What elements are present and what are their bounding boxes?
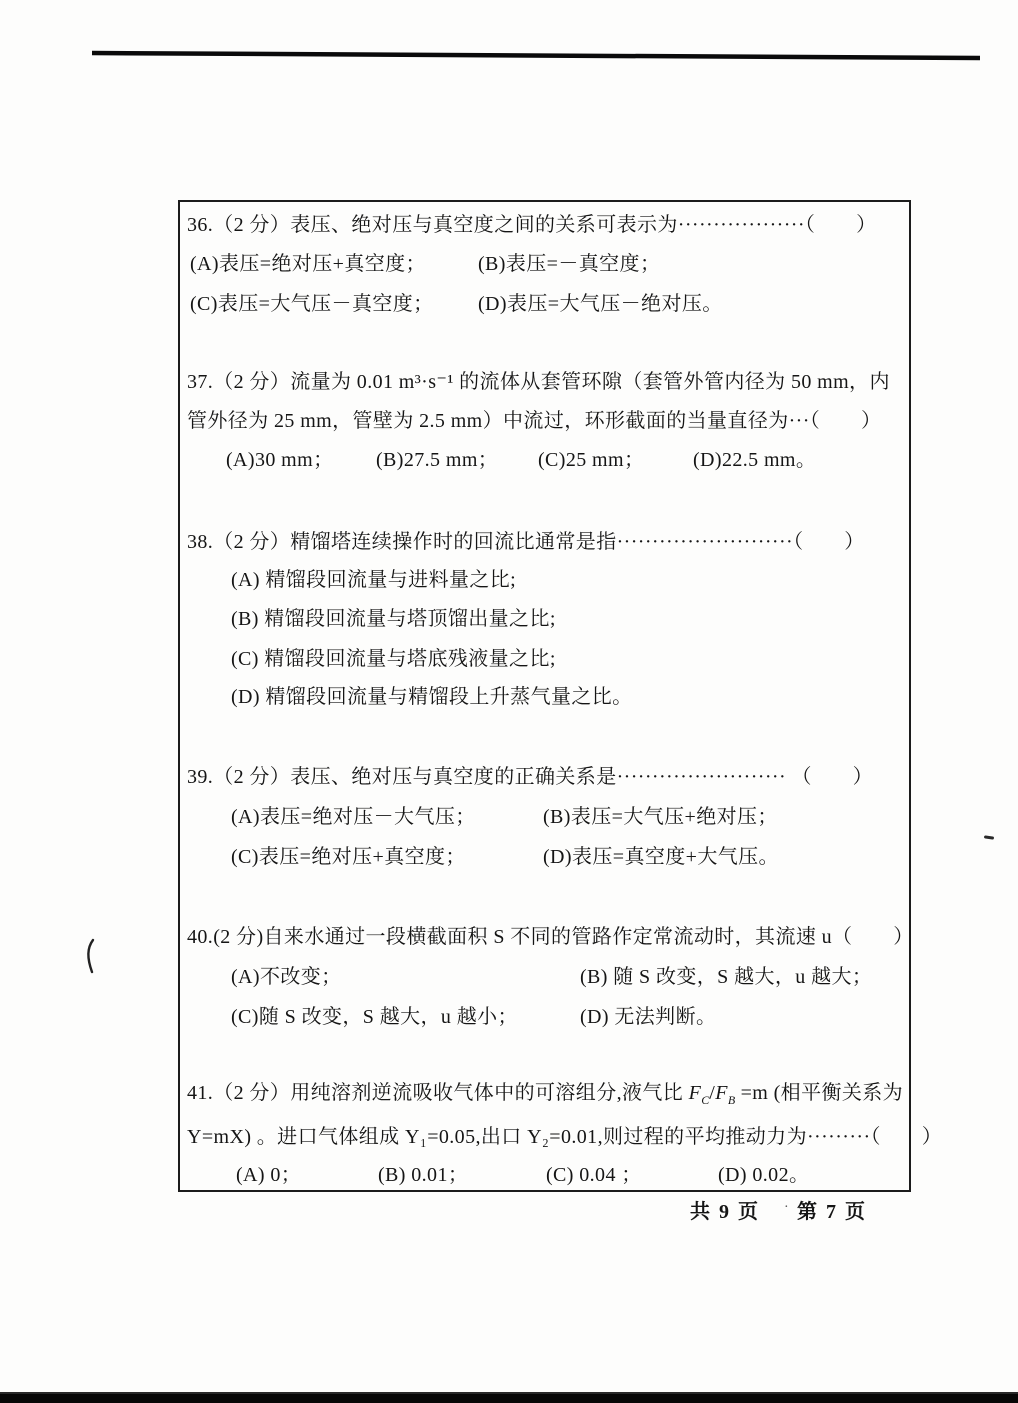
question-40-stem: 40.(2 分)自来水通过一段横截面积 S 不同的管路作定常流动时，其流速 u（ ） <box>187 926 914 948</box>
stray-dash-mark <box>984 835 994 839</box>
fraction-slash: / <box>709 1082 716 1104</box>
question-38-option-c: (C) 精馏段回流量与塔底残液量之比; <box>231 648 556 670</box>
footer-separator-mark: · <box>784 1200 789 1215</box>
question-box <box>178 200 943 1192</box>
scan-artifact-top-line <box>0 0 1018 80</box>
question-36-option-a: (A)表压=绝对压+真空度； <box>190 253 426 275</box>
question-40-option-c: (C)随 S 改变，S 越大，u 越小； <box>231 1006 518 1028</box>
question-38-stem: 38.（2 分）精馏塔连续操作时的回流比通常是指·························（ ） <box>187 531 865 553</box>
question-41-option-b: (B) 0.01； <box>378 1164 469 1186</box>
footer-total-pages: 共 9 页 <box>690 1201 760 1223</box>
question-38-option-b: (B) 精馏段回流量与塔顶馏出量之比; <box>231 608 556 630</box>
question-40-option-d: (D) 无法判断。 <box>580 1006 717 1028</box>
question-37-stem-line1: 37.（2 分）流量为 0.01 m³·s⁻¹ 的流体从套管环隙（套管外管内径为 50 mm，内 <box>187 371 890 393</box>
question-41-stem-suffix: =m (相平衡关系为 <box>735 1082 904 1104</box>
question-39-option-b: (B)表压=大气压+绝对压； <box>543 806 778 828</box>
question-36-option-b: (B)表压=－真空度； <box>478 253 661 275</box>
question-36-option-c: (C)表压=大气压－真空度； <box>190 293 434 315</box>
question-38-option-a: (A) 精馏段回流量与进料量之比; <box>231 569 517 591</box>
scan-artifact-bottom-edge <box>0 1392 1018 1403</box>
question-41-stem-line1 <box>187 1080 903 1113</box>
question-39-option-d: (D)表压=真空度+大气压。 <box>543 846 779 868</box>
question-41-option-c: (C) 0.04 ； <box>546 1164 642 1186</box>
variable-f-subscript-c: C <box>701 1093 710 1107</box>
question-37-option-b: (B)27.5 mm； <box>376 449 499 471</box>
question-40-option-a: (A)不改变； <box>231 966 342 988</box>
question-40-option-b: (B) 随 S 改变，S 越大，u 越大； <box>580 966 873 988</box>
variable-f: F <box>688 1082 702 1104</box>
question-38-option-d: (D) 精馏段回流量与精馏段上升蒸气量之比。 <box>231 686 633 708</box>
question-41-option-a: (A) 0； <box>236 1164 302 1186</box>
question-37-option-c: (C)25 mm； <box>538 449 645 471</box>
question-41-stem-line2: Y=mX) 。进口气体组成 Y₁=0.05,出口 Y₂=0.01,则过程的平均推动力为·········（ ） <box>187 1126 943 1148</box>
variable-f-subscript-b: B <box>727 1093 736 1107</box>
variable-f: F <box>715 1082 728 1104</box>
question-41-stem-prefix: 41.（2 分）用纯溶剂逆流吸收气体中的可溶组分,液气比 <box>187 1082 689 1104</box>
question-36-stem: 36.（2 分）表压、绝对压与真空度之间的关系可表示为··················（ ） <box>187 214 877 236</box>
question-37-option-a: (A)30 mm； <box>226 449 334 471</box>
stray-pen-mark-icon <box>82 938 102 978</box>
question-39-option-a: (A)表压=绝对压－大气压； <box>231 806 476 828</box>
question-36-option-d: (D)表压=大气压－绝对压。 <box>478 293 723 315</box>
question-37-stem-line2: 管外径为 25 mm，管壁为 2.5 mm）中流过，环形截面的当量直径为···（ ） <box>187 410 882 432</box>
question-37-option-d: (D)22.5 mm。 <box>693 449 817 471</box>
footer-page-number: 第 7 页 <box>797 1201 867 1223</box>
question-39-option-c: (C)表压=绝对压+真空度； <box>231 846 466 868</box>
question-39-stem: 39.（2 分）表压、绝对压与真空度的正确关系是························ （ ） <box>187 766 874 788</box>
question-41-option-d: (D) 0.02。 <box>718 1164 810 1186</box>
